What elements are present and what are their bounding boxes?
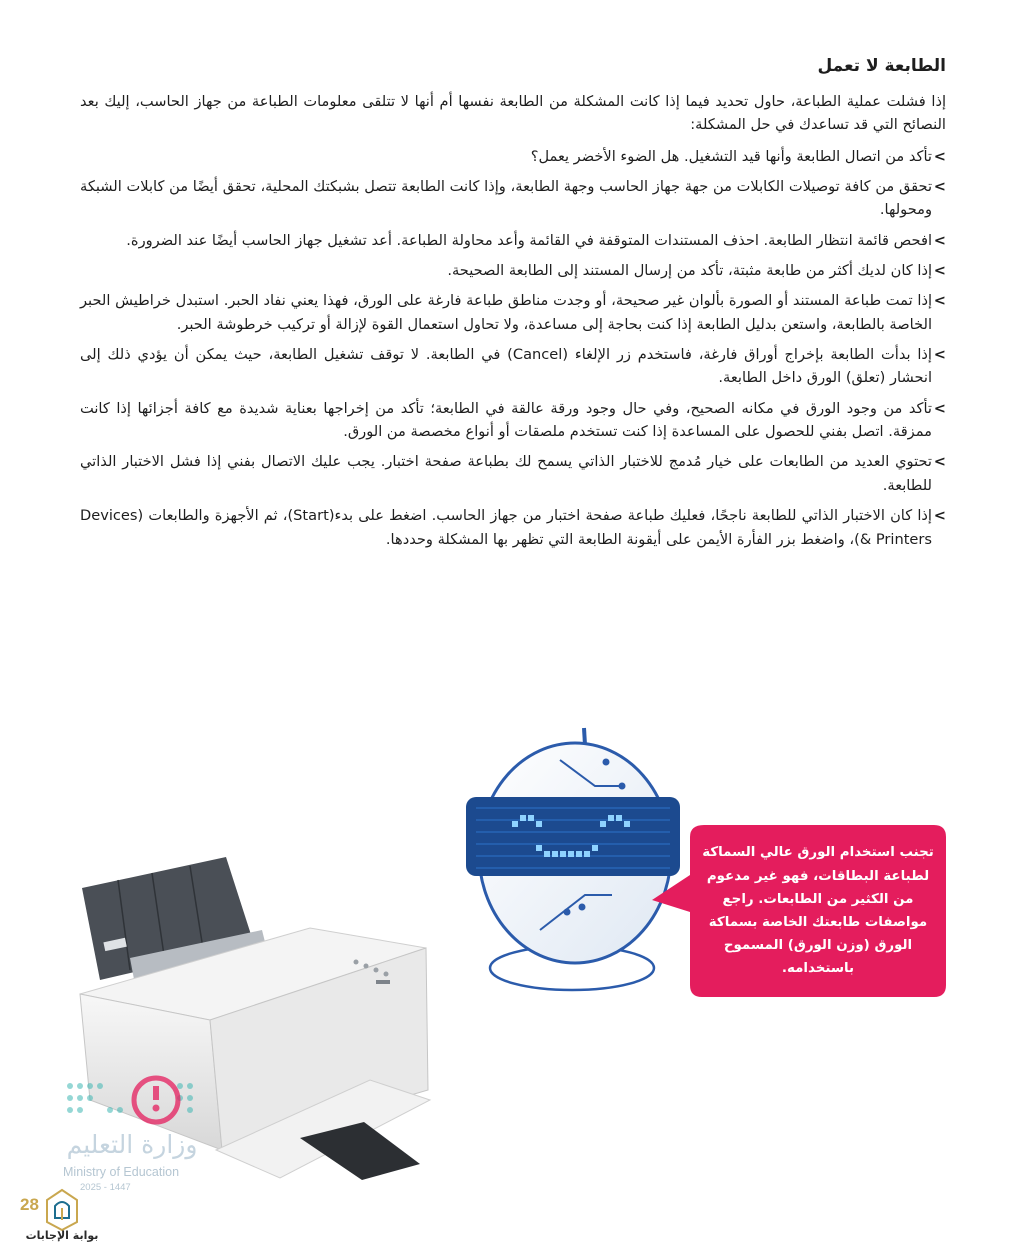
ministry-name-ar: وزارة التعليم [66, 1130, 198, 1159]
robot-dot [619, 783, 626, 790]
robot-dot [603, 759, 610, 766]
tip-text: إذا كان الاختبار الذاتي للطابعة ناجحًا، فعليك طباعة صفحة اختبار من جهاز الحاسب. اضغط على بدء(Start)، ثم الأجهزة والطابعات (Devices & Printers)، واضغط بزر الفأرة الأيمن على أيقونة الطابعة التي تظهر بها المشكلة وحددها. [80, 507, 932, 548]
tip-text: تحقق من كافة توصيلات الكابلات من جهة جهاز الحاسب وجهة الطابعة، وإذا كانت الطابعة تتصل بشبكتك المحلية، تحقق أيضًا من كابلات الشبكة ومحولها. [80, 178, 932, 219]
tip-marker: > [933, 178, 946, 196]
tip-item [80, 229, 946, 252]
tip-text: إذا كان لديك أكثر من طابعة مثبتة، تأكد من إرسال المستند إلى الطابعة الصحيحة. [447, 262, 932, 280]
watermark-badge-icon [44, 1188, 80, 1232]
tip-marker: > [933, 399, 946, 417]
section-body [80, 90, 946, 558]
tip-item [80, 450, 946, 497]
ministry-name-en: Ministry of Education [63, 1165, 180, 1179]
tip-text: إذا بدأت الطابعة بإخراج أوراق فارغة، فاستخدم زر الإلغاء (Cancel) في الطابعة. لا توقف تشغيل الطابعة، حيث يمكن أن يؤدي ذلك إلى انحشار (تعلق) الورق داخل الطابعة. [80, 346, 932, 387]
tip-marker: > [933, 147, 946, 165]
tip-text: تحتوي العديد من الطابعات على خيار مُدمج للاختبار الذاتي يسمح لك بطباعة صفحة اختبار. يجب عليك الاتصال بفني إذا فشل الاختبار الذاتي للطابعة. [80, 453, 932, 494]
tip-marker: > [933, 453, 946, 471]
tip-marker: > [933, 231, 946, 249]
tip-text: تأكد من وجود الورق في مكانه الصحيح، وفي حال وجود ورقة عالقة في الطابعة؛ تأكد من إخراجها بعناية شديدة مع كافة أجزائها إذا كانت ممزقة. اتصل بفني للحصول على المساعدة إذا كنت تستخدم ملصقات أو أنواع مخصصة من الورق. [80, 399, 932, 441]
tips-list [80, 145, 946, 551]
robot-dot [579, 904, 586, 911]
tip-item [80, 504, 946, 551]
tip-marker: > [933, 262, 946, 280]
robot-visor [466, 797, 680, 876]
tip-text: افحص قائمة انتظار الطابعة. احذف المستندات المتوقفة في القائمة وأعد محاولة الطباعة. أعد تشغيل جهاز الحاسب أيضًا عند الضرورة. [126, 231, 932, 249]
tip-marker: > [933, 292, 946, 310]
robot-mascot [466, 728, 680, 990]
callout-text: تجنب استخدام الورق عالي السماكة لطباعة البطاقات، فهو غير مدعوم من الكثير من الطابعات. راجع مواصفات طابعتك الخاصة بسماكة الورق (وزن الورق) المسموح باستخدامه. [702, 845, 934, 977]
tip-item [80, 343, 946, 390]
robot-dot [564, 909, 571, 916]
tip-item [80, 259, 946, 282]
tip-text: تأكد من اتصال الطابعة وأنها قيد التشغيل. هل الضوء الأخضر يعمل؟ [530, 147, 932, 165]
tip-marker: > [933, 507, 946, 525]
ministry-year: 2025 - 1447 [80, 1182, 131, 1193]
watermark-text: بوابة الإجابات [25, 1229, 99, 1242]
callout-bubble [690, 825, 946, 997]
tip-item [80, 289, 946, 336]
tip-marker: > [933, 346, 946, 364]
page-number: 28 [20, 1195, 39, 1214]
tip-item [80, 397, 946, 444]
tip-item [80, 175, 946, 222]
tip-item [80, 145, 946, 168]
section-title: الطابعة لا تعمل [817, 56, 946, 76]
intro-paragraph: إذا فشلت عملية الطباعة، حاول تحديد فيما إذا كانت المشكلة من الطابعة نفسها أم أنها لا تتلقى معلومات الطباعة من جهاز الحاسب، إليك بعد النصائح التي قد تساعدك في حل المشكلة: [80, 93, 946, 134]
tip-text: إذا تمت طباعة المستند أو الصورة بألوان غير صحيحة، أو وجدت مناطق طباعة فارغة على الورق، فهذا يعني نفاد الحبر. استبدل خراطيش الحبر الخاصة بالطابعة، واستعن بدليل الطابعة إذا كنت بحاجة إلى مساعدة، ولا تحاول استعمال القوة لإزالة أو تركيب خرطوشة الحبر. [80, 292, 932, 333]
